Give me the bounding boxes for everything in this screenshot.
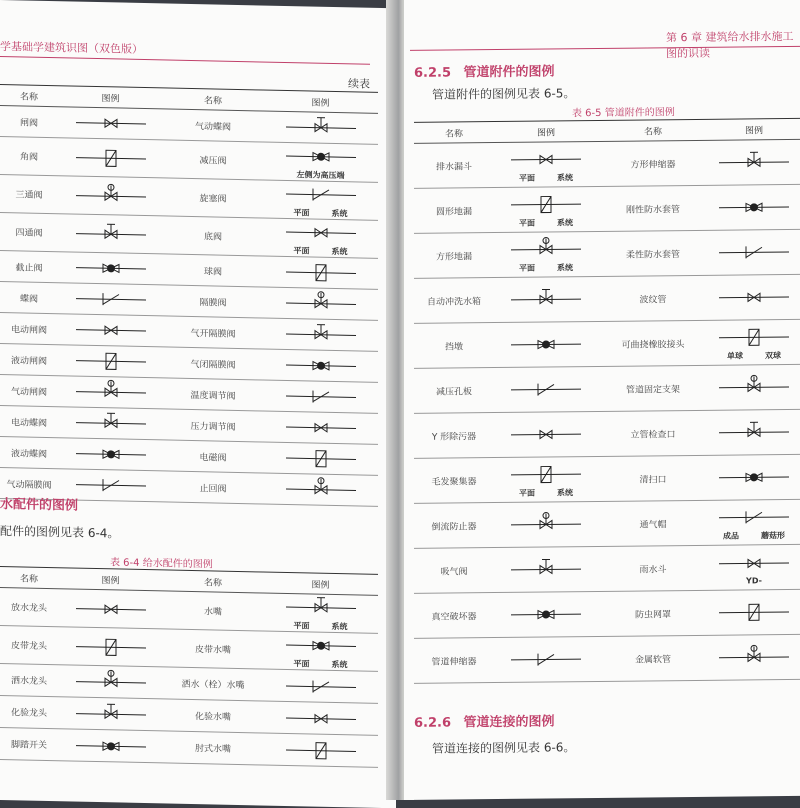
row-name-right: 电磁阀 bbox=[163, 440, 263, 473]
right-symbol-icon bbox=[276, 181, 366, 209]
left-section-title: 水配件的图例 bbox=[0, 493, 78, 514]
left-symbol-icon bbox=[66, 182, 156, 210]
left-symbol-icon bbox=[66, 316, 156, 344]
symbol-note: YD- bbox=[708, 575, 800, 585]
table-6-4-caption: 表 6-4 给水配件的图例 bbox=[110, 553, 213, 570]
view-label: 系统 bbox=[332, 621, 348, 632]
legend-cell-right bbox=[708, 499, 800, 545]
row-name-right: 压力调节阀 bbox=[163, 409, 263, 442]
row-name-right: 立管检查口 bbox=[598, 410, 708, 456]
legend-cell-right bbox=[263, 593, 378, 633]
row-name-left: 真空破坏器 bbox=[414, 593, 494, 639]
table-row bbox=[414, 364, 800, 413]
legend-cell-left bbox=[58, 589, 163, 629]
right-symbol-icon bbox=[709, 194, 799, 221]
legend-cell-right bbox=[263, 111, 378, 144]
section-number: 6.2.5 bbox=[414, 66, 451, 81]
right-symbol-icon bbox=[709, 149, 799, 176]
legend-cell-left bbox=[494, 141, 598, 187]
left-symbol-icon bbox=[501, 331, 591, 358]
view-label: 平面 bbox=[294, 620, 310, 631]
row-name-right: 管道固定支架 bbox=[598, 365, 708, 411]
left-symbol-icon bbox=[66, 633, 156, 661]
row-name-left: 放水龙头 bbox=[0, 588, 58, 627]
col-header-name: 名称 bbox=[163, 570, 263, 593]
row-name-right: 可曲挠橡胶接头 bbox=[598, 320, 708, 366]
row-name-right: 隔膜阀 bbox=[163, 285, 263, 318]
left-running-header: 学基础学建筑识图（双色版） bbox=[0, 38, 143, 57]
left-symbol-icon bbox=[66, 409, 156, 437]
row-name-left: 洒水龙头 bbox=[0, 664, 58, 697]
left-symbol-icon bbox=[66, 700, 156, 728]
right-symbol-icon bbox=[276, 383, 366, 411]
right-symbol-icon bbox=[709, 419, 799, 446]
right-page bbox=[404, 0, 800, 800]
legend-cell-right bbox=[708, 139, 800, 185]
right-symbol-icon bbox=[276, 143, 366, 171]
right-symbol-icon bbox=[709, 284, 799, 311]
legend-cell-left bbox=[58, 438, 163, 471]
view-label: 系统 bbox=[332, 246, 348, 257]
left-symbol-icon bbox=[501, 376, 591, 403]
col-header-legend: 图例 bbox=[263, 90, 378, 113]
section-6-2-6-title bbox=[414, 710, 555, 730]
right-running-header: 第 6 章 建筑给水排水施工图的识读 bbox=[666, 28, 800, 61]
left-symbol-icon bbox=[501, 421, 591, 448]
table-row bbox=[414, 634, 800, 683]
row-name-right: 水嘴 bbox=[163, 591, 263, 631]
left-symbol-icon bbox=[501, 461, 591, 488]
left-symbol-icon bbox=[66, 347, 156, 375]
left-symbol-icon bbox=[66, 285, 156, 313]
row-name-right: 防虫网罩 bbox=[598, 590, 708, 636]
legend-cell-left bbox=[494, 186, 598, 232]
table-row bbox=[414, 454, 800, 503]
row-name-right: 气开隔膜阀 bbox=[163, 316, 263, 349]
section-title-text: 管道附件的图例 bbox=[464, 64, 555, 80]
view-label: 系统 bbox=[557, 217, 573, 228]
right-symbol-icon bbox=[709, 464, 799, 491]
left-symbol-icon bbox=[501, 646, 591, 673]
section-number: 6.2.6 bbox=[414, 716, 451, 731]
view-label: 平面 bbox=[519, 172, 535, 183]
legend-cell-left bbox=[58, 214, 163, 254]
section-6-2-5-text: 管道附件的图例见表 6-5。 bbox=[432, 84, 575, 103]
section-title-text: 管道连接的图例 bbox=[464, 714, 555, 730]
legend-cell-left bbox=[494, 546, 598, 592]
legend-cell-left bbox=[58, 252, 163, 285]
row-name-right: 球阀 bbox=[163, 254, 263, 287]
legend-cell-right bbox=[263, 411, 378, 444]
right-symbol-icon bbox=[276, 352, 366, 380]
view-label: 蘑菇形 bbox=[761, 530, 785, 541]
legend-cell-right bbox=[708, 634, 800, 680]
left-symbol-icon bbox=[501, 191, 591, 218]
left-symbol-icon bbox=[501, 236, 591, 263]
row-name-left: 电动蝶阀 bbox=[0, 406, 58, 438]
row-name-left: 气动隔膜阀 bbox=[0, 468, 58, 500]
row-name-right: 肘式水嘴 bbox=[163, 731, 263, 765]
legend-cell-left bbox=[494, 366, 598, 412]
table-row bbox=[414, 409, 800, 458]
left-symbol-icon bbox=[66, 668, 156, 696]
legend-cell-left bbox=[494, 501, 598, 547]
left-symbol-icon bbox=[66, 732, 156, 760]
row-name-left: 角阀 bbox=[0, 137, 58, 176]
section-6-2-6-text: 管道连接的图例见表 6-6。 bbox=[432, 738, 575, 757]
row-name-right: 底阀 bbox=[163, 216, 263, 256]
row-name-left: 截止阀 bbox=[0, 251, 58, 283]
right-symbol-icon bbox=[709, 503, 799, 530]
right-symbol-icon bbox=[276, 290, 366, 318]
legend-cell-left bbox=[58, 176, 163, 216]
row-name-right: 气闭隔膜阀 bbox=[163, 347, 263, 380]
col-header-legend: 图例 bbox=[263, 572, 378, 595]
left-symbol-icon bbox=[501, 511, 591, 538]
right-symbol-icon bbox=[709, 239, 799, 266]
row-name-right: 雨水斗 bbox=[598, 545, 708, 591]
row-name-right: 金属软管 bbox=[598, 635, 708, 681]
table-row bbox=[414, 544, 800, 593]
table-row bbox=[414, 184, 800, 233]
row-name-left: 皮带龙头 bbox=[0, 626, 58, 665]
row-name-left: 气动闸阀 bbox=[0, 375, 58, 407]
table-row bbox=[414, 229, 800, 278]
col-header-name: 名称 bbox=[163, 88, 263, 111]
legend-cell-left bbox=[58, 345, 163, 378]
row-name-left: 闸阀 bbox=[0, 106, 58, 138]
right-symbol-icon bbox=[276, 594, 366, 622]
right-symbol-icon bbox=[276, 672, 366, 700]
legend-cell-right bbox=[263, 180, 378, 220]
legend-cell-left bbox=[58, 283, 163, 316]
col-header-legend: 图例 bbox=[58, 568, 163, 591]
legend-cell-left bbox=[58, 376, 163, 409]
legend-cell-left bbox=[494, 231, 598, 277]
col-header-name: 名称 bbox=[598, 119, 708, 141]
row-name-left: 自动冲洗水箱 bbox=[414, 278, 494, 324]
legend-cell-right bbox=[708, 589, 800, 635]
right-symbol-icon bbox=[276, 219, 366, 247]
legend-cell-right bbox=[708, 184, 800, 230]
left-symbol-icon bbox=[501, 286, 591, 313]
right-symbol-icon bbox=[276, 704, 366, 732]
view-label: 系统 bbox=[557, 487, 573, 498]
legend-cell-right bbox=[263, 669, 378, 703]
row-name-left: 减压孔板 bbox=[414, 368, 494, 414]
row-name-left: 蝶阀 bbox=[0, 282, 58, 314]
table-row bbox=[0, 728, 378, 768]
row-name-left: 倒流防止器 bbox=[414, 503, 494, 549]
legend-cell-right bbox=[263, 349, 378, 382]
left-symbol-icon bbox=[66, 109, 156, 137]
left-section-text: 配件的图例见表 6-4。 bbox=[0, 522, 119, 542]
view-label: 系统 bbox=[557, 172, 573, 183]
left-symbol-icon bbox=[66, 220, 156, 248]
left-symbol-icon bbox=[66, 144, 156, 172]
row-name-left: 圆形地漏 bbox=[414, 188, 494, 234]
view-label: 成品 bbox=[723, 530, 739, 541]
legend-cell-right bbox=[263, 631, 378, 671]
legend-cell-left bbox=[58, 665, 163, 699]
legend-cell-left bbox=[494, 636, 598, 682]
legend-cell-left bbox=[494, 321, 598, 367]
table-row bbox=[414, 589, 800, 638]
right-symbol-icon bbox=[709, 549, 799, 576]
row-name-left: 管道伸缩器 bbox=[414, 638, 494, 684]
view-label: 平面 bbox=[519, 262, 535, 273]
left-page bbox=[0, 0, 396, 808]
right-symbol-icon bbox=[276, 445, 366, 473]
symbol-note: 左侧为高压端 bbox=[263, 169, 378, 182]
legend-cell-right bbox=[708, 229, 800, 275]
view-label: 平面 bbox=[294, 207, 310, 218]
legend-cell-left bbox=[58, 314, 163, 347]
row-name-left: 电动闸阀 bbox=[0, 313, 58, 345]
legend-cell-right bbox=[263, 442, 378, 475]
view-label: 平面 bbox=[519, 217, 535, 228]
right-symbol-icon bbox=[709, 599, 799, 626]
legend-cell-right bbox=[708, 319, 800, 365]
view-label: 系统 bbox=[332, 208, 348, 219]
row-name-right: 刚性防水套管 bbox=[598, 185, 708, 231]
row-name-right: 通气帽 bbox=[598, 500, 708, 546]
left-symbol-icon bbox=[66, 471, 156, 499]
row-name-right: 温度调节阀 bbox=[163, 378, 263, 411]
section-6-2-5-title bbox=[414, 60, 555, 80]
row-name-right: 清扫口 bbox=[598, 455, 708, 501]
legend-cell-right bbox=[263, 701, 378, 735]
left-symbol-icon bbox=[66, 440, 156, 468]
legend-cell-right bbox=[263, 256, 378, 289]
row-name-left: 毛发聚集器 bbox=[414, 458, 494, 504]
legend-cell-right bbox=[263, 473, 378, 506]
left-symbol-icon bbox=[501, 601, 591, 628]
legend-cell-left bbox=[58, 627, 163, 667]
fitting-legend-table bbox=[0, 566, 378, 768]
legend-cell-left bbox=[494, 591, 598, 637]
row-name-left: 三通阀 bbox=[0, 175, 58, 214]
col-header-name: 名称 bbox=[0, 85, 58, 107]
right-symbol-icon bbox=[276, 476, 366, 504]
legend-cell-right bbox=[263, 287, 378, 320]
right-symbol-icon bbox=[709, 644, 799, 671]
row-name-right: 气动蝶阀 bbox=[163, 109, 263, 142]
view-label: 系统 bbox=[332, 659, 348, 670]
pipe-accessory-legend-table bbox=[414, 118, 800, 684]
table-row bbox=[414, 274, 800, 323]
row-name-left: 化验龙头 bbox=[0, 696, 58, 729]
right-symbol-icon bbox=[276, 259, 366, 287]
row-name-right: 波纹管 bbox=[598, 275, 708, 321]
valve-legend-table bbox=[0, 84, 378, 507]
right-symbol-icon bbox=[276, 321, 366, 349]
legend-cell-left bbox=[58, 697, 163, 731]
right-symbol-icon bbox=[276, 414, 366, 442]
row-name-right: 皮带水嘴 bbox=[163, 629, 263, 669]
col-header-name: 名称 bbox=[0, 567, 58, 589]
right-symbol-icon bbox=[276, 632, 366, 660]
col-header-legend: 图例 bbox=[58, 86, 163, 109]
view-label: 平面 bbox=[519, 487, 535, 498]
legend-cell-left bbox=[494, 456, 598, 502]
right-symbol-icon bbox=[276, 114, 366, 142]
row-name-left: Y 形除污器 bbox=[414, 413, 494, 459]
table-row bbox=[414, 319, 800, 368]
table-6-5-caption: 表 6-5 管道附件的图例 bbox=[572, 103, 675, 119]
col-header-legend: 图例 bbox=[708, 118, 800, 140]
right-symbol-icon bbox=[709, 374, 799, 401]
legend-cell-right bbox=[263, 318, 378, 351]
view-label: 平面 bbox=[294, 245, 310, 256]
row-name-right: 旋塞阀 bbox=[163, 178, 263, 218]
legend-cell-left bbox=[494, 276, 598, 322]
row-name-right: 化验水嘴 bbox=[163, 699, 263, 733]
left-symbol-icon bbox=[66, 378, 156, 406]
row-name-right: 减压阀 bbox=[163, 140, 263, 180]
legend-cell-left bbox=[58, 729, 163, 763]
legend-cell-right bbox=[708, 454, 800, 500]
left-symbol-icon bbox=[501, 146, 591, 173]
row-name-left: 脚踏开关 bbox=[0, 728, 58, 761]
col-header-name: 名称 bbox=[414, 122, 494, 144]
legend-cell-right bbox=[263, 142, 378, 182]
legend-cell-right bbox=[708, 544, 800, 590]
left-symbol-icon bbox=[501, 556, 591, 583]
row-name-left: 液动闸阀 bbox=[0, 344, 58, 376]
legend-cell-left bbox=[58, 407, 163, 440]
row-name-right: 止回阀 bbox=[163, 471, 263, 504]
row-name-left: 四通阀 bbox=[0, 213, 58, 252]
row-name-right: 洒水（栓）水嘴 bbox=[163, 667, 263, 701]
right-symbol-icon bbox=[709, 323, 799, 350]
view-label: 单球 bbox=[727, 350, 743, 361]
legend-cell-right bbox=[708, 274, 800, 320]
legend-cell-left bbox=[58, 107, 163, 140]
legend-cell-right bbox=[263, 733, 378, 767]
view-label: 系统 bbox=[557, 262, 573, 273]
table-row bbox=[414, 139, 800, 188]
legend-cell-right bbox=[708, 364, 800, 410]
legend-cell-right bbox=[263, 218, 378, 258]
left-symbol-icon bbox=[66, 254, 156, 282]
row-name-left: 液动蝶阀 bbox=[0, 437, 58, 469]
table-row bbox=[414, 499, 800, 548]
legend-cell-left bbox=[494, 411, 598, 457]
row-name-left: 吸气阀 bbox=[414, 548, 494, 594]
continued-label: 续表 bbox=[348, 75, 370, 91]
row-name-left: 方形地漏 bbox=[414, 233, 494, 279]
right-symbol-icon bbox=[276, 736, 366, 764]
legend-cell-right bbox=[263, 380, 378, 413]
col-header-legend: 图例 bbox=[494, 120, 598, 142]
left-header-rule bbox=[0, 56, 370, 65]
row-name-left: 排水漏斗 bbox=[414, 143, 494, 189]
legend-cell-right bbox=[708, 409, 800, 455]
view-label: 平面 bbox=[294, 658, 310, 669]
view-label: 双球 bbox=[765, 350, 781, 361]
left-symbol-icon bbox=[66, 595, 156, 623]
row-name-right: 柔性防水套管 bbox=[598, 230, 708, 276]
row-name-right: 方形伸缩器 bbox=[598, 140, 708, 186]
row-name-left: 挡墩 bbox=[414, 323, 494, 369]
legend-cell-left bbox=[58, 138, 163, 178]
